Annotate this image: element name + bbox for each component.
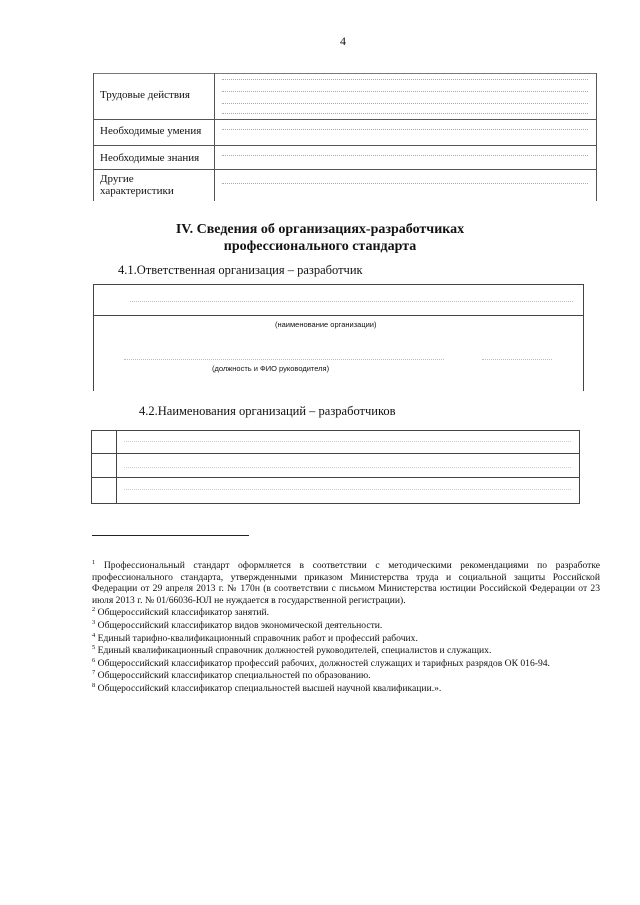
subsection-4-1-heading: 4.1.Ответственная организация – разработчик — [118, 263, 363, 277]
subsection-4-2-heading: 4.2.Наименования организаций – разработчиков — [139, 404, 396, 418]
footnote-text: Единый тарифно-квалификационный справочник работ и профессий рабочих. — [97, 632, 418, 644]
footnote — [92, 607, 600, 619]
footnote — [92, 633, 600, 645]
footnote-number: 6 — [92, 656, 96, 664]
footnote-text: Общероссийский классификатор профессий рабочих, должностей служащих и тарифных разрядов ОК 016-94. — [97, 657, 550, 669]
row-guide — [222, 91, 588, 92]
row-guide — [222, 129, 588, 130]
row-guide — [222, 183, 588, 184]
footnote-number: 8 — [92, 681, 96, 689]
section-title-line-2: профессионального стандарта — [223, 239, 417, 254]
head-position-guide — [124, 359, 444, 360]
row-label-labor-actions: Трудовые действия — [100, 89, 190, 101]
head-caption: (должность и ФИО руководителя) — [212, 364, 330, 373]
footnote-separator — [92, 535, 249, 536]
table-row-divider — [94, 145, 596, 146]
footnote-text: Общероссийский классификатор специальностей по образованию. — [97, 670, 371, 682]
row-label-other: Другие характеристики — [100, 173, 174, 197]
table-row-divider — [92, 453, 579, 454]
row-guide — [124, 441, 571, 442]
org-name-underline — [94, 315, 583, 316]
footnote-number: 1 — [92, 559, 96, 566]
footnote-number: 4 — [92, 631, 96, 639]
org-name-guide — [130, 301, 573, 302]
footnote — [92, 645, 600, 657]
footnote-text: Общероссийский классификатор занятий. — [97, 607, 270, 619]
footnote-number: 7 — [92, 669, 96, 677]
responsible-organization-box — [93, 284, 584, 391]
footnote-number: 5 — [92, 644, 96, 652]
footnote-text: Профессиональный стандарт оформляется в соответствии с методическими рекомендациями по разработке профессионального стандарта, утвержденными приказом Министерства труда и социальной защиты Российской Федерации от 29 апреля 2013 г. № 170н (в соответствии с письмом Министерства юстиции Российской Федерации от 23 июля 2013 г. № 01/66036-ЮЛ не нуждается в государственной регистрации). — [92, 560, 600, 606]
table-top-line — [94, 73, 596, 74]
row-guide — [222, 113, 588, 114]
row-label-knowledge: Необходимые знания — [100, 152, 200, 164]
footnote-number: 3 — [92, 618, 96, 626]
page-number: 4 — [340, 34, 346, 48]
footnote-text: Общероссийский классификатор специальностей высшей научной квалификации.». — [97, 682, 442, 694]
footnote — [92, 620, 600, 632]
org-name-caption: (наименование организации) — [275, 320, 377, 329]
table-number-column-divider — [116, 431, 117, 503]
signature-guide — [482, 359, 552, 360]
footnote — [92, 560, 600, 606]
table-column-divider — [214, 73, 215, 201]
developer-organizations-table — [91, 430, 580, 504]
footnote — [92, 683, 600, 695]
row-guide — [222, 103, 588, 104]
row-guide — [222, 155, 588, 156]
row-guide — [222, 79, 588, 80]
row-guide — [124, 489, 571, 490]
labor-functions-table — [93, 73, 597, 201]
footnote-text: Единый квалификационный справочник должностей руководителей, специалистов и служащих. — [97, 645, 492, 657]
table-row-divider — [92, 477, 579, 478]
footnote-number: 2 — [92, 606, 96, 614]
section-title — [0, 221, 640, 255]
table-row-divider — [94, 169, 596, 170]
section-title-line-1: IV. Сведения об организациях-разработчиках — [175, 222, 465, 237]
row-guide — [124, 467, 571, 468]
footnote-text: Общероссийский классификатор видов экономической деятельности. — [97, 619, 383, 631]
row-label-skills: Необходимые умения — [100, 125, 202, 137]
table-row-divider — [94, 119, 596, 120]
footnote — [92, 670, 600, 682]
footnote — [92, 658, 600, 670]
footnotes — [92, 560, 600, 696]
